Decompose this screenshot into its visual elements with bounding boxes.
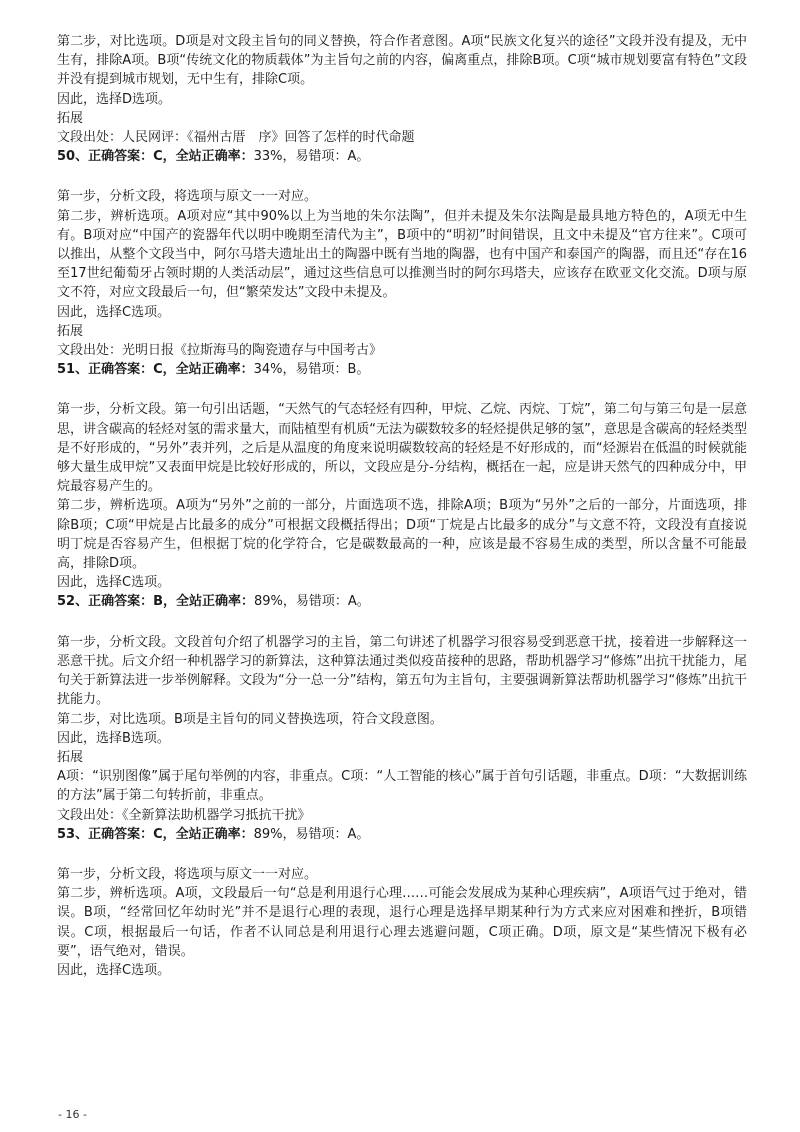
q52-answer-rest: 89%，易错项：A。: [254, 594, 370, 610]
q50-expand-label: 拓展: [57, 323, 84, 339]
q52-expand-label: 拓展: [57, 749, 84, 765]
q50-answer-rest: 33%，易错项：A。: [253, 149, 370, 165]
q52-expand-text: A项：“识别图像”属于尾句举例的内容，非重点。C项：“人工智能的核心”属于首句引话题，非重点。D项：“大数据训练的方法”属于第二句转折前，非重点。: [57, 769, 747, 804]
q50-explanation: [57, 187, 747, 360]
q50-conclusion: 因此，选择C选项。: [57, 304, 171, 320]
q49-step2: 第二步，对比选项。D项是对文段主旨句的同义替换，符合作者意图。A项“民族文化复兴的途径”文段并没有提及，无中生有，排除A项。B项“传统文化的物质载体”为主旨句之前的内容，偏离重点，排除B项。C项“城市规划要富有特色”文段并没有提到城市规划，无中生有，排除C项。: [57, 34, 747, 88]
q52-conclusion: 因此，选择B选项。: [57, 730, 170, 746]
document-page: [57, 32, 747, 980]
q52-answer-line: [57, 592, 747, 611]
q53-answer-label: 53、正确答案：C，全站正确率：: [57, 826, 254, 842]
q49-conclusion: 因此，选择D选项。: [57, 91, 172, 107]
q51-answer-line: [57, 360, 747, 379]
q49-source: 文段出处：人民网评：《福州古厝 序》回答了怎样的时代命题: [57, 130, 415, 146]
q52-source: 文段出处：《全新算法助机器学习抵抗干扰》: [57, 807, 311, 823]
q53-conclusion: 因此，选择C选项。: [57, 962, 171, 978]
q51-explanation: [57, 400, 747, 592]
q51-answer-label: 51、正确答案：C，全站正确率：: [57, 362, 254, 378]
q52-step1: 第一步，分析文段。文段首句介绍了机器学习的主旨，第二句讲述了机器学习很容易受到恶意干扰，接着进一步解释这一恶意干扰。后文介绍一种机器学习的新算法，这种算法通过类似疫苗接种的思路，帮助机器学习“修炼”出抗干扰能力，尾句关于新算法进一步举例解释。文段为“分一总一分”结构，第五句为主旨句，主要强调新算法帮助机器学习“修炼”出抗干扰能力。: [57, 634, 747, 708]
q50-answer-line: [57, 147, 747, 166]
q49-explanation: [57, 32, 747, 147]
q51-step2: 第二步，辨析选项。A项为“另外”之前的一部分，片面选项不选，排除A项；B项为“另外”之后的一部分，片面选项，排除B项；C项“甲烷是占比最多的成分”可根据文段概括得出；D项“丁烷是占比最多的成分”与文意不符，文段没有直接说明丁烷是否容易产生，但根据丁烷的化学符合，它是碳数最高的一种，应该是最不容易生成的类型，所以含量不可能最高，排除D项。: [57, 498, 747, 572]
q52-explanation: [57, 633, 747, 825]
q50-answer-label: 50、正确答案：C，全站正确率：: [57, 149, 254, 165]
q52-step2: 第二步，对比选项。B项是主旨句的同义替换选项，符合文段意图。: [57, 711, 443, 727]
q53-answer-rest: 89%，易错项：A。: [253, 826, 370, 842]
q50-step1: 第一步，分析文段，将选项与原文一一对应。: [57, 189, 318, 205]
q53-answer-line: [57, 825, 747, 844]
q53-explanation: [57, 865, 747, 980]
q53-step1: 第一步，分析文段，将选项与原文一一对应。: [57, 866, 318, 882]
page-number: - 16 -: [58, 1108, 87, 1121]
q52-answer-label: 52、正确答案：B，全站正确率：: [57, 594, 254, 610]
q51-conclusion: 因此，选择C选项。: [57, 575, 171, 591]
q51-answer-rest: 34%，易错项：B。: [253, 362, 370, 378]
q50-step2: 第二步，辨析选项。A项对应“其中90%以上为当地的朱尔法陶”，但并未提及朱尔法陶是最具地方特色的，A项无中生有。B项对应“中国产的瓷器年代以明中晚期至清代为主”，B项中的“明初”时间错误，且文中未提及“官方往来”。C项可以推出，从整个文段当中，阿尔马塔夫遗址出土的陶器中既有当地的陶器，也有中国产和泰国产的陶器，而且还“存在16至17世纪葡萄牙占领时期的人类活动层”，通过这些信息可以推测当时的阿尔玛塔夫，应该存在欧亚文化交流。D项与原文不符，对应文段最后一句，但“繁荣发达”文段中未提及。: [57, 208, 747, 301]
q49-expand-label: 拓展: [57, 110, 84, 126]
q53-step2: 第二步，辨析选项。A项，文段最后一句“总是利用退行心理……可能会发展成为某种心理疾病”，A项语气过于绝对，错误。B项，“经常回忆年幼时光”并不是退行心理的表现，退行心理是选择早期某种行为方式来应对困难和挫折，B项错误。C项，根据最后一句话，作者不认同总是利用退行心理去逃避问题，C项正确。D项，原文是“某些情况下极有必要”，语气绝对，错误。: [57, 886, 747, 959]
q51-step1: 第一步，分析文段。第一句引出话题，“天然气的气态轻烃有四种，甲烷、乙烷、丙烷、丁烷”，第二句与第三句是一层意思，讲含碳高的轻烃对氢的需求量大，而陆植型有机质“无法为碳数较多的轻烃提供足够的氢”，意思是含碳高的轻烃类型是不好形成的，“另外”表并列，之后是从温度的角度来说明碳数较高的轻烃是不好形成的，而“烃源岩在低温的时候就能够大量生成甲烷”又表面甲烷是比较好形成的，所以，文段应是分-分结构，概括在一起，应是讲天然气的四种成分中，甲烷最容易产生的。: [57, 402, 747, 495]
q50-source: 文段出处：光明日报《拉斯海马的陶瓷遗存与中国考古》: [57, 343, 383, 359]
